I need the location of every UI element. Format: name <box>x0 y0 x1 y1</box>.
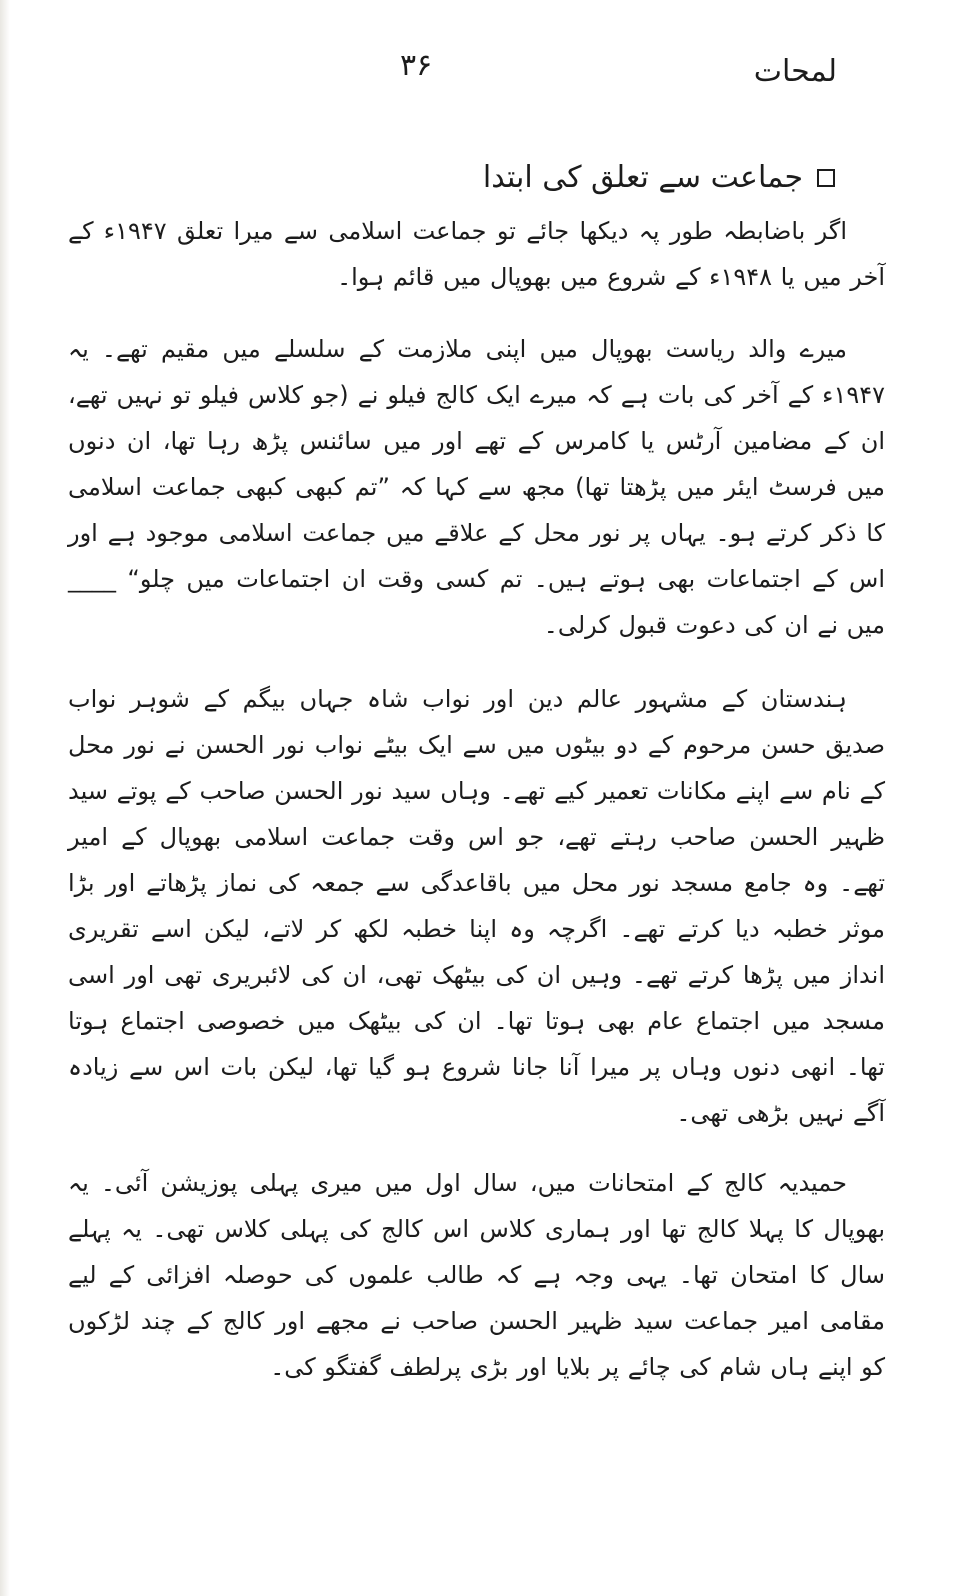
body-text <box>68 208 885 1412</box>
page-edge-shadow <box>0 0 10 1596</box>
paragraph-2: میرے والد ریاست بھوپال میں اپنی ملازمت کے سلسلے میں مقیم تھے۔ یہ ۱۹۴۷ء کے آخر کی بات ہے کہ میرے ایک کالج فیلو نے (جو کلاس فیلو تو نہیں تھے، ان کے مضامین آرٹس یا کامرس کے تھے اور میں سائنس پڑھ رہا تھا، ان دنوں میں فرسٹ ایئر میں پڑھتا تھا) مجھ سے کہا کہ ”تم کبھی کبھی جماعت اسلامی کا ذکر کرتے ہو۔ یہاں پر نور محل کے علاقے میں جماعت اسلامی موجود ہے اور اس کے اجتماعات بھی ہوتے ہیں۔ تم کسی وقت ان اجتماعات میں چلو“ ____ میں نے ان کی دعوت قبول کرلی۔ <box>68 335 885 639</box>
square-bullet-icon <box>817 169 835 187</box>
section-heading <box>483 158 835 198</box>
paragraph-3: ہندستان کے مشہور عالم دین اور نواب شاہ جہاں بیگم کے شوہر نواب صدیق حسن مرحوم کے دو بیٹوں میں سے ایک بیٹے نواب نور الحسن نے نور محل کے نام سے اپنے مکانات تعمیر کیے تھے۔ وہاں سید نور الحسن صاحب کے پوتے سید ظہیر الحسن صاحب رہتے تھے، جو اس وقت جماعت اسلامی بھوپال کے امیر تھے۔ وہ جامع مسجد نور محل میں باقاعدگی سے جمعہ کی نماز پڑھاتے اور بڑا موثر خطبہ دیا کرتے تھے۔ اگرچہ وہ اپنا خطبہ لکھ کر لاتے، لیکن اسے تقریری انداز میں پڑھا کرتے تھے۔ وہیں ان کی بیٹھک تھی، ان کی لائبریری تھی اور اسی مسجد میں اجتماع عام بھی ہوتا تھا۔ ان کی بیٹھک میں خصوصی اجتماع ہوتا تھا۔ انھی دنوں وہاں پر میرا آنا جانا شروع ہو گیا تھا، لیکن بات اس سے زیادہ آگے نہیں بڑھی تھی۔ <box>68 685 885 1127</box>
paragraph-1: اگر باضابطہ طور پہ دیکھا جائے تو جماعت اسلامی سے میرا تعلق ۱۹۴۷ء کے آخر میں یا ۱۹۴۸ء کے شروع میں بھوپال میں قائم ہوا۔ <box>68 217 885 291</box>
running-head: لمحات <box>753 54 837 89</box>
page-number: ۳۶ <box>400 48 433 83</box>
paragraph-4: حمیدیہ کالج کے امتحانات میں، سال اول میں میری پہلی پوزیشن آئی۔ یہ بھوپال کا پہلا کالج تھا اور ہماری کلاس اس کالج کی پہلی کلاس تھی۔ یہ پہلے سال کا امتحان تھا۔ یہی وجہ ہے کہ طالب علموں کی حوصلہ افزائی کے لیے مقامی امیر جماعت سید ظہیر الحسن صاحب نے مجھے اور کالج کے چند لڑکوں کو اپنے ہاں شام کی چائے پر بلایا اور بڑی پرلطف گفتگو کی۔ <box>68 1169 885 1381</box>
section-heading-text: جماعت سے تعلق کی ابتدا <box>482 160 803 195</box>
